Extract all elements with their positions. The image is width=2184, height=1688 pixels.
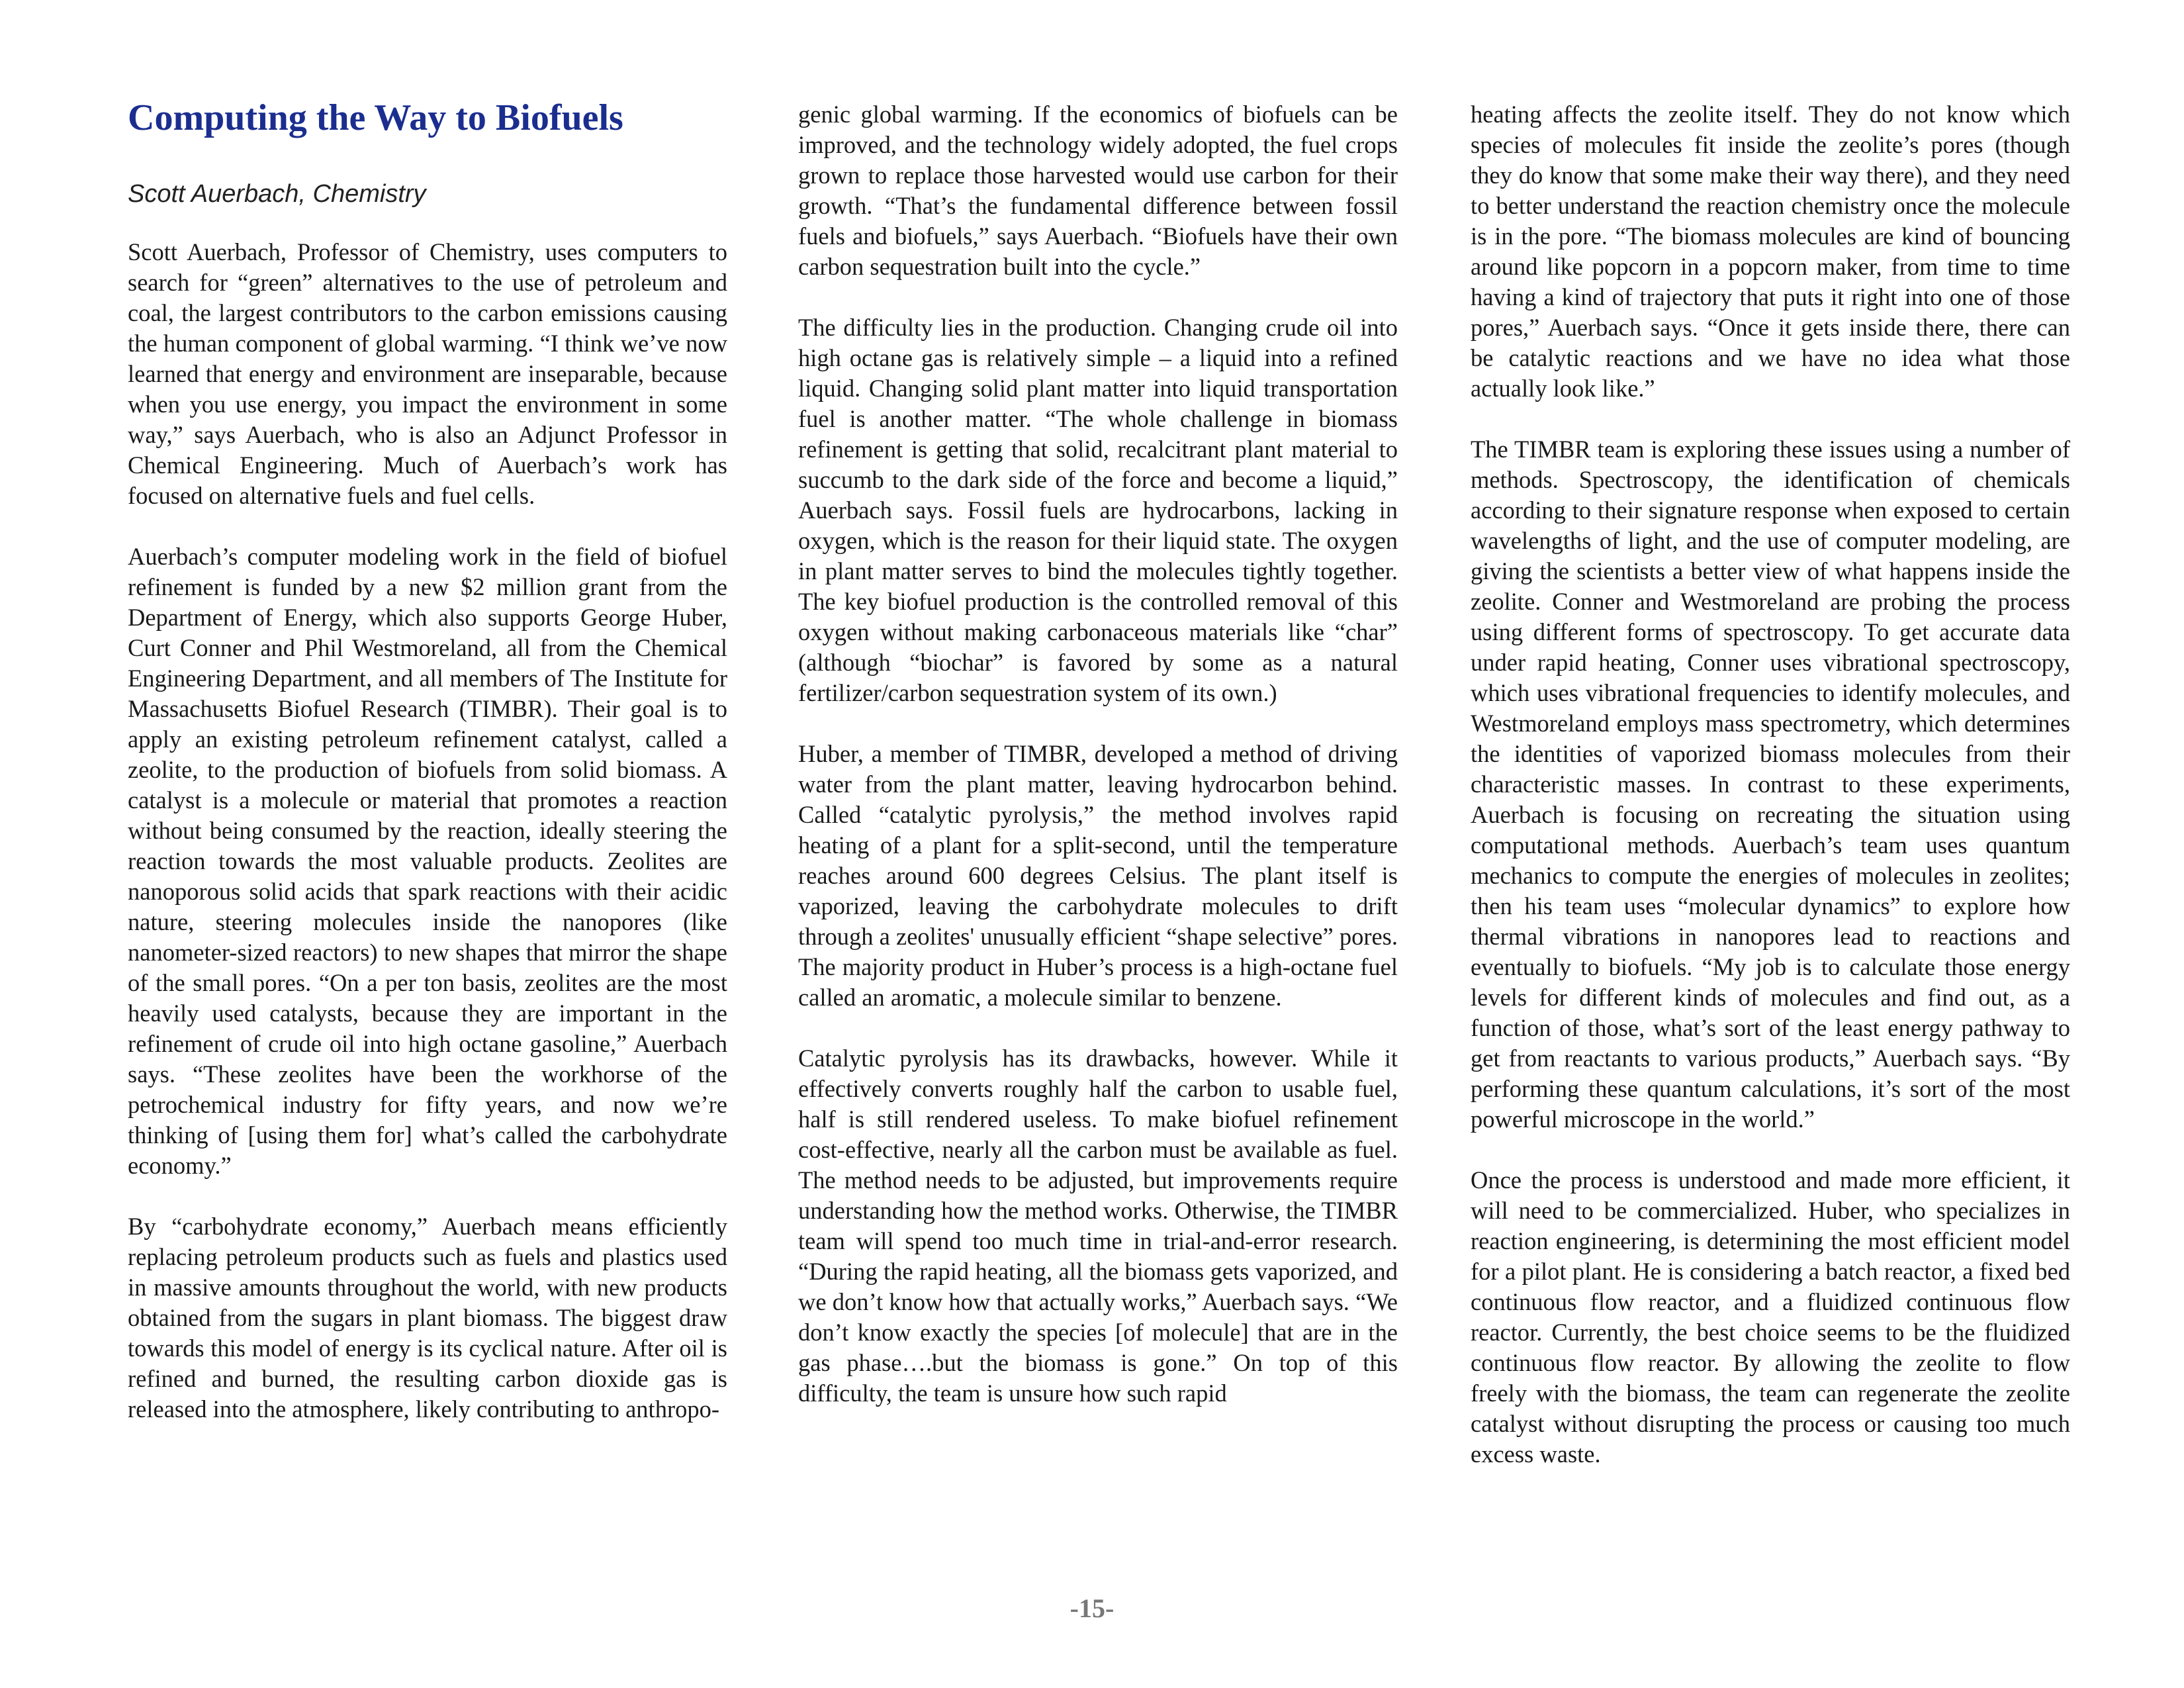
page-number: -15- [1069,1593,1115,1623]
article-byline: Scott Auerbach, Chemistry [128,180,426,208]
paragraph: The TIMBR team is exploring these issues using a number of methods. Spectroscopy, the identification of chemicals according to their signature response when exposed to certain wavelengths of light, and the use of computer modeling, are giving the scientists a better view of what happens inside the zeolite. Conner and Westmoreland are probing the process using different forms of spectroscopy. To get accurate data under rapid heating, Conner uses vibrational spectroscopy, which uses vibrational frequencies to identify molecules, and Westmoreland employs mass spectrometry, which determines the identities of vaporized biomass molecules from their characteristic masses. In contrast to these experiments, Auerbach is focusing on recreating the situation using computational methods. Auerbach’s team uses quantum mechanics to compute the energies of molecules in zeolites; then his team uses “molecular dynamics” to explore how thermal vibrations in nanopores lead to reactions and eventually to biofuels. “My job is to calculate those energy levels for different kinds of molecules and find out, as a function of those, what’s sort of the least energy pathway to get from reactants to various products,” Auerbach says. “By performing these quantum calculations, it’s sort of the most powerful microscope in the world.” [1471,436,2070,1133]
article-title: Computing the Way to Biofuels [128,97,623,138]
paragraph: By “carbohydrate economy,” Auerbach means efficiently replacing petroleum products such as fuels and plastics used in massive amounts throughout the world, with new products obtained from the sugars in plant biomass. The biggest draw towards this model of energy is its cyclical nature. After oil is refined and burned, the resulting carbon dioxide gas is released into the atmosphere, likely contributing to anthropo- [128,1213,727,1423]
column-3 [1471,99,2070,1500]
column-2 [798,99,1398,1439]
paragraph: Huber, a member of TIMBR, developed a method of driving water from the plant matter, leaving hydrocarbon behind. Called “catalytic pyrolysis,” the method involves rapid heating of a plant for a split-second, until the temperature reaches around 600 degrees Celsius. The plant itself is vaporized, leaving the carbohydrate molecules to drift through a zeolites' unusually efficient “shape selective” pores. The majority product in Huber’s process is a high-octane fuel called an aromatic, a molecule similar to benzene. [798,740,1398,1011]
paragraph: Auerbach’s computer modeling work in the field of biofuel refinement is funded by a new $2 million grant from the Department of Energy, which also supports George Huber, Curt Conner and Phil Westmoreland, all from the Chemical Engineering Department, and all members of The Institute for Massachusetts Biofuel Research (TIMBR). Their goal is to apply an existing petroleum refinement catalyst, called a zeolite, to the production of biofuels from solid biomass. A catalyst is a molecule or material that promotes a reaction without being consumed by the reaction, ideally steering the reaction towards the most valuable products. Zeolites are nanoporous solid acids that spark reactions with their acidic nature, steering molecules inside the nanopores (like nanometer-sized reactors) to new shapes that mirror the shape of the small pores. “On a per ton basis, zeolites are the most heavily used catalysts, because they are important in the refinement of crude oil into high octane gasoline,” Auerbach says. “These zeolites have been the workhorse of the petrochemical industry for fifty years, and now we’re thinking of [using them for] what’s called the carbohydrate economy.” [128,543,727,1179]
paragraph: Catalytic pyrolysis has its drawbacks, however. While it effectively converts roughly half the carbon to usable fuel, half is still rendered useless. To make biofuel refinement cost-effective, nearly all the carbon must be available as fuel. The method needs to be adjusted, but improvements require understanding how the method works. Otherwise, the TIMBR team will spend too much time in trial-and-error research. “During the rapid heating, all the biomass gets vaporized, and we don’t know how that actually works,” Auerbach says. “We don’t know exactly the species [of molecule] that are in the gas phase….but the biomass is gone.” On top of this difficulty, the team is unsure how such rapid [798,1045,1398,1407]
paragraph: heating affects the zeolite itself. They do not know which species of molecules fit inside the zeolite’s pores (though they do know that some make their way there), and they need to better understand the reaction chemistry once the molecule is in the pore. “The biomass molecules are kind of bouncing around like popcorn in a popcorn maker, from time to time having a kind of trajectory that puts it right into one of those pores,” Auerbach says. “Once it gets inside there, there can be catalytic reactions and we have no idea what those actually look like.” [1471,101,2070,402]
paragraph: The difficulty lies in the production. Changing crude oil into high octane gas is relatively simple – a liquid into a refined liquid. Changing solid plant matter into liquid transportation fuel is another matter. “The whole challenge in biomass refinement is getting that solid, recalcitrant plant material to succumb to the dark side of the force and become a liquid,” Auerbach says. Fossil fuels are hydrocarbons, lacking in oxygen, which is the reason for their liquid state. The oxygen in plant matter serves to bind the molecules tightly together. The key biofuel production is the controlled removal of this oxygen without making carbonaceous materials like “char” (although “biochar” is favored by some as a natural fertilizer/carbon sequestration system of its own.) [798,314,1398,706]
column-1 [128,97,727,1455]
paragraph: Scott Auerbach, Professor of Chemistry, uses computers to search for “green” alternatives to the use of petroleum and coal, the largest contributors to the carbon emissions causing the human component of global warming. “I think we’ve now learned that energy and environment are inseparable, because when you use energy, you impact the environment in some way,” says Auerbach, who is also an Adjunct Professor in Chemical Engineering. Much of Auerbach’s work has focused on alternative fuels and fuel cells. [128,238,727,509]
paragraph: Once the process is understood and made more efficient, it will need to be commercialized. Huber, who specializes in reaction engineering, is determining the most efficient model for a pilot plant. He is considering a batch reactor, a fixed bed continuous flow reactor, and a fluidized continuous flow reactor. Currently, the best choice seems to be the fluidized continuous flow reactor. By allowing the zeolite to flow freely with the biomass, the team can regenerate the zeolite catalyst without disrupting the process or causing too much excess waste. [1471,1166,2070,1468]
paragraph: genic global warming. If the economics of biofuels can be improved, and the technology widely adopted, the fuel crops grown to replace those harvested would use carbon for their growth. “That’s the fundamental difference between fossil fuels and biofuels,” says Auerbach. “Biofuels have their own carbon sequestration built into the cycle.” [798,101,1398,280]
